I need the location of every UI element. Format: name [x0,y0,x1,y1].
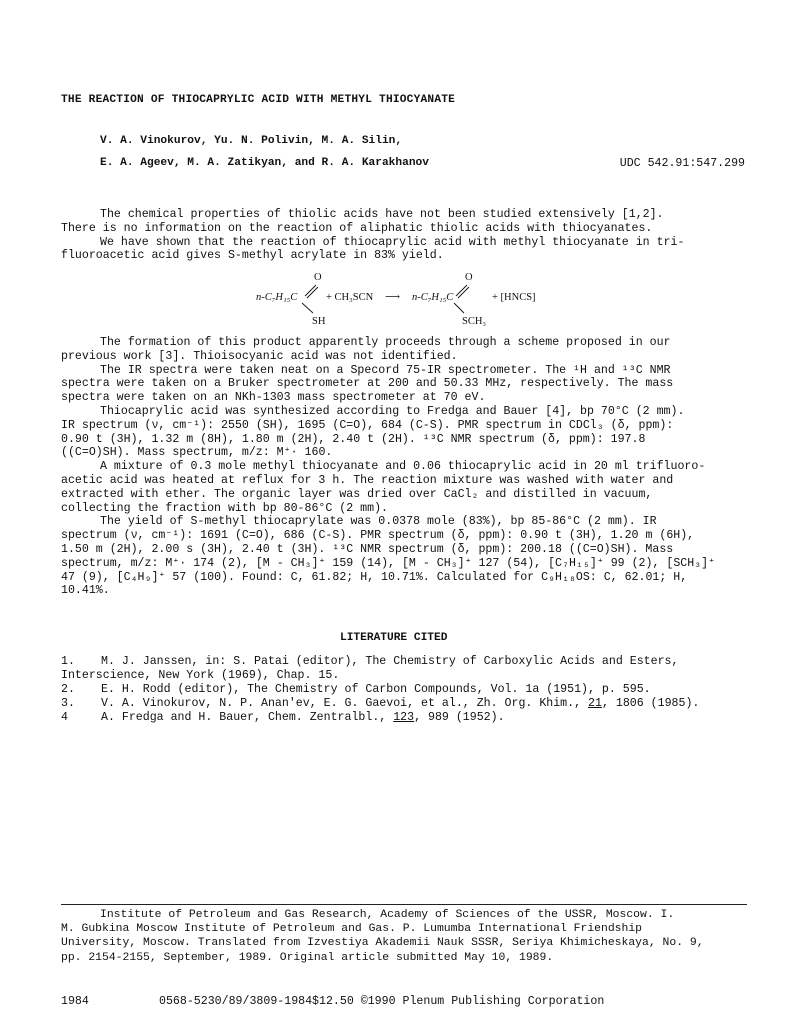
paragraph-line: 1.50 m (2H), 2.00 s (3H), 2.40 t (3H). ¹³C NMR spectrum (δ, ppm): 200.18 ((C=O)SH). Mass [61,542,674,556]
single-bond-left [302,303,313,313]
paragraph-line: fluoroacetic acid gives S-methyl acrylate in 83% yield. [61,249,444,263]
reference-list [61,655,761,725]
experimental-section [61,336,761,598]
carbonyl-oxygen-right: O [465,272,473,283]
reaction-scheme [0,268,807,328]
methylthio-group: SCH₃ [462,316,487,327]
paragraph-line: The chemical properties of thiolic acids have not been studied extensively [1,2]. [100,208,664,221]
footnote-line: Institute of Petroleum and Gas Research, Academy of Sciences of the USSR, Moscow. I. [100,909,675,921]
reference-text [101,697,699,711]
paragraph-line: We have shown that the reaction of thiocaprylic acid with methyl thiocyanate in tri- [100,235,685,249]
paragraph-line: The formation of this product apparently proceeds through a scheme proposed in our [100,336,671,349]
paragraph-line: A mixture of 0.3 mole methyl thiocyanate and 0.06 thiocaprylic acid in 20 ml trifluoro- [100,460,706,474]
journal-volume: 21 [588,697,602,710]
paragraph-line: extracted with ether. The organic layer was dried over CaCl₂ and distilled in vacuum, [61,487,653,501]
reference-number: 1. [61,655,75,668]
product-formula: n-C₇H₁₅C [412,292,454,303]
paragraph-line: previous work [3]. Thioisocyanic acid was not identified. [61,349,458,363]
paragraph-line: 47 (9), [C₄H₉]⁺ 57 (100). Found: C, 61.82; H, 10.71%. Calculated for C₉H₁₈OS: C, 62.01; H, [61,570,688,584]
reference-number: 2. [61,683,75,696]
reference-number: 3. [61,697,75,710]
paragraph-line: 10.41%. [61,584,110,598]
authors-line-1: V. A. Vinokurov, Yu. N. Polivin, M. A. Silin, [100,135,403,147]
paragraph-line: spectra were taken on a Bruker spectrometer at 200 and 50.33 MHz, respectively. The mass [61,377,674,391]
paragraph-line: spectra were taken on an NKh-1303 mass spectrometer at 70 eV. [61,391,486,405]
paragraph-line: There is no information on the reaction of aliphatic thiolic acids with thiocyanates. [61,221,653,235]
reference-text-part: V. A. Vinokurov, N. P. Anan'ev, E. G. Gaevoi, et al., Zh. Org. Khim., [101,697,589,710]
paragraph-line: 0.90 t (3H), 1.32 m (8H), 1.80 m (2H), 2.40 t (2H). ¹³C NMR spectrum (δ, ppm): 197.8 [61,432,646,446]
reference-text-part: A. Fredga and H. Bauer, Chem. Zentralbl., [101,711,394,724]
paragraph-line: ((C=O)SH). Mass spectrum, m/z: M⁺· 160. [61,446,333,460]
reference-text-continued: Interscience, New York (1969), Chap. 15. [61,669,340,682]
single-bond-right [454,303,464,313]
paragraph-line: acetic acid was heated at reflux for 3 h. The reaction mixture was washed with water and [61,473,674,487]
paragraph-line: spectrum, m/z: M⁺· 174 (2), [M - CH₃]⁺ 159 (14), [M - CH₃]⁺ 127 (54), [C₇H₁₅]⁺ 99 (2), [SCH₃]⁺ [61,556,716,570]
paragraph-line: IR spectrum (ν, cm⁻¹): 2550 (SH), 1695 (C=O), 684 (C-S). PMR spectrum in CDCl₃ (δ, ppm): [61,418,674,432]
page-number: 1984 [61,995,89,1008]
udc-code: UDC 542.91:547.299 [619,157,745,170]
reference-text: E. H. Rodd (editor), The Chemistry of Carbon Compounds, Vol. 1a (1951), p. 595. [101,683,651,696]
reference-text-part: , 989 (1952). [414,711,505,724]
reference-item [61,697,761,711]
paragraph-line: The yield of S-methyl thiocaprylate was 0.0378 mole (83%), bp 85-86°C (2 mm). IR [100,515,657,529]
footnote-line: pp. 2154-2155, September, 1989. Original article submitted May 10, 1989. [61,951,554,964]
footnote-divider [61,904,747,905]
copyright-line: 0568-5230/89/3809-1984$12.50 ©1990 Plenum Publishing Corporation [159,995,605,1008]
authors-line-2: E. A. Ageev, M. A. Zatikyan, and R. A. Karakhanov [100,157,429,169]
carbonyl-oxygen-left: O [314,272,322,283]
reference-text-part: , 1806 (1985). [601,697,700,710]
reference-item [61,655,761,683]
footnote-line: M. Gubkina Moscow Institute of Petroleum and Gas. P. Lumumba International Friendship [61,923,643,936]
paragraph-line: The IR spectra were taken neat on a Specord 75-IR spectrometer. The ¹H and ¹³C NMR [100,363,671,377]
paragraph-line: spectrum (ν, cm⁻¹): 1691 (C=O), 686 (C-S). PMR spectrum (δ, ppm): 0.90 t (3H), 1.20 m (6H), [61,529,695,543]
reference-number: 4 [61,711,68,724]
introduction [61,208,761,263]
paragraph-line: Thiocaprylic acid was synthesized according to Fredga and Bauer [4], bp 70°C (2 mm). [100,404,685,418]
reagent-formula: + CH₃SCN [326,292,374,303]
reactant-formula: n-C₇H₁₅C [256,292,298,303]
reference-item [61,711,761,725]
paragraph-line: collecting the fraction with bp 80-86°C (2 mm). [61,501,388,515]
article-title: THE REACTION OF THIOCAPRYLIC ACID WITH METHYL THIOCYANATE [61,94,456,106]
reference-text: M. J. Janssen, in: S. Patai (editor), The Chemistry of Carboxylic Acids and Esters, [101,655,679,668]
literature-heading: LITERATURE CITED [340,632,448,644]
reference-text [101,711,505,725]
thiol-group: SH [312,316,326,327]
byproduct-formula: + [HNCS] [492,292,536,303]
footnote-line: University, Moscow. Translated from Izvestiya Akademii Nauk SSSR, Seriya Khimicheskaya, No. 9, [61,937,704,950]
reaction-arrow: ⟶ [385,292,401,303]
reference-item [61,683,761,697]
journal-volume: 123 [393,711,415,724]
affiliation-footnote [61,908,704,965]
